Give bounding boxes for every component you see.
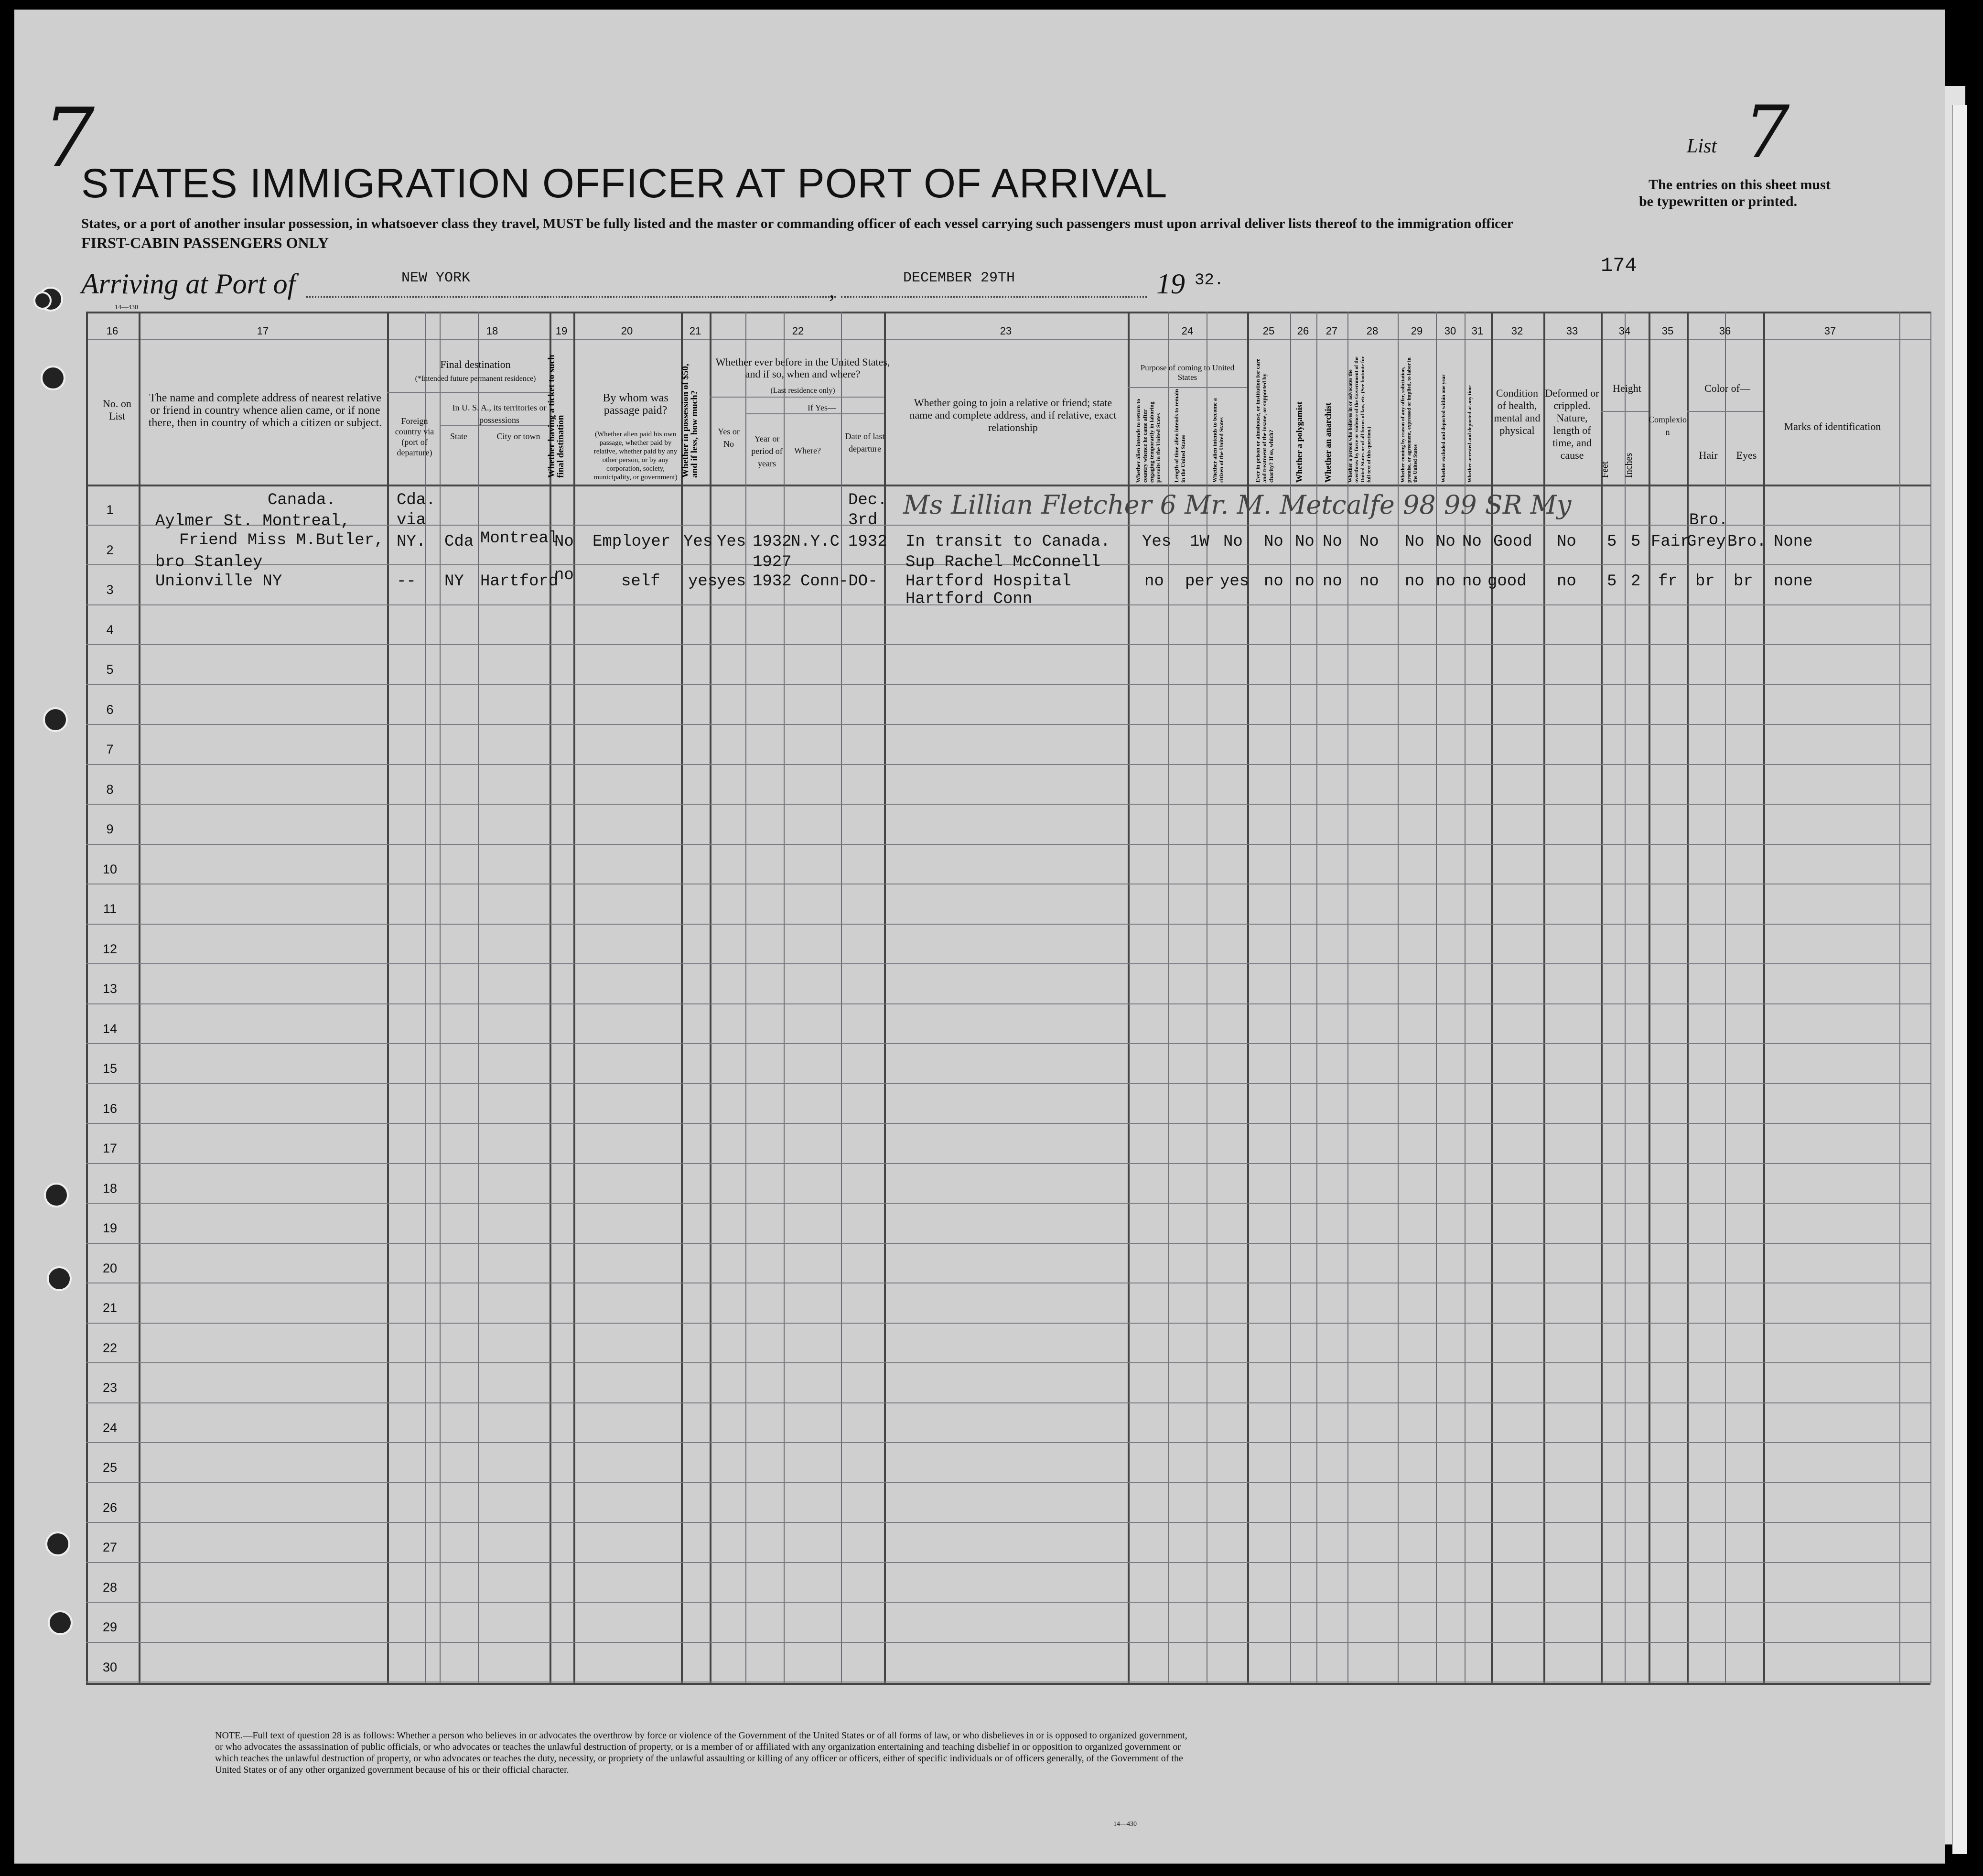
row2-year-top: 1927	[753, 553, 792, 571]
row-divider	[86, 1562, 1930, 1563]
row2-purpose-c: yes	[1220, 572, 1250, 591]
column-divider	[841, 312, 842, 1683]
row-divider	[86, 1323, 1930, 1324]
row2-date: -DO-	[839, 572, 878, 591]
header-complexion: Complexion	[1649, 415, 1687, 437]
row-number: 25	[102, 1460, 118, 1475]
column-number: 18	[486, 325, 498, 337]
row-number: 29	[102, 1620, 118, 1634]
form-subtitle: States, or a port of another insular possession, in whatsoever class they travel, MUST be fully listed and the master or commanding officer of each vessel carrying such passengers must upon arrival deliver lists thereof to the immigration officer	[81, 216, 1513, 231]
header-purpose-a: Whether alien intends to return to country whence he came after engaging temporarily in laboring pursuits in the United States	[1135, 399, 1162, 483]
column-divider	[1601, 312, 1603, 1683]
row1-relative-country: Canada.	[268, 491, 336, 509]
column-divider	[86, 312, 88, 1683]
column-number: 24	[1181, 325, 1194, 337]
column-number: 37	[1824, 325, 1836, 337]
row1-c28: No	[1359, 533, 1379, 551]
row2-c31: no	[1462, 572, 1482, 591]
row1-c29: No	[1405, 533, 1424, 551]
row1-where: N.Y.C	[791, 533, 840, 551]
row1-city: Montreal	[480, 529, 559, 548]
header-year: Year or period of years	[751, 434, 783, 468]
row2-year: 1932	[753, 572, 792, 591]
row1-eyes: Bro.	[1727, 533, 1767, 551]
row1-before: Yes	[717, 533, 746, 551]
header-purpose: Purpose of coming to United States	[1140, 363, 1235, 382]
header-excluded: Whether excluded and deported within one year	[1441, 374, 1446, 483]
header-state: State	[450, 431, 467, 441]
row1-feet: 5	[1607, 533, 1617, 551]
row-number: 11	[103, 902, 117, 916]
row2-feet: 5	[1607, 572, 1617, 591]
row1-purpose-c: No	[1223, 533, 1243, 551]
row-divider	[86, 1362, 1930, 1363]
page-number: 174	[1601, 254, 1637, 277]
row-number: 23	[102, 1380, 118, 1395]
row1-purpose-b: 1W	[1190, 533, 1209, 551]
footnote-question-28: NOTE.—Full text of question 28 is as follows: Whether a person who believes in or advocates the overthrow by force or violence of the Government of the United States or of all forms of law, or who disbelieves in or is opposed to organized government, or who advocates the assassination of public officials, or who advocates or teaches the unlawful destruction of property, or is a member of or affiliated with any organization entertaining and teaching disbelief in or opposition to organized government or which teaches the unlawful destruction of property, or who advocates or teaches the duty, necessity, or propriety of the unlawful assaulting or killing of any officer or officers, either of specific individuals or of officers generally, of the Government of the United States or of any other organized government because of his or their official character.	[215, 1730, 1187, 1775]
column-number: 20	[621, 325, 633, 337]
row-divider	[86, 1482, 1930, 1483]
column-number: 23	[1000, 325, 1012, 337]
row-number: 24	[102, 1420, 118, 1435]
header-purpose-b: Length of time alien intends to remain in the United States	[1173, 389, 1186, 483]
header-join-relative: Whether going to join a relative or friend; state name and complete address, and if relative, exact relationship	[909, 397, 1117, 433]
port-dotted-line	[306, 296, 836, 298]
row1-state: Cda	[444, 533, 474, 551]
row-divider	[86, 724, 1930, 725]
row-number: 7	[106, 742, 114, 756]
row-divider	[86, 525, 1930, 526]
row2-inches: 2	[1631, 572, 1641, 591]
row2-c30: no	[1436, 572, 1455, 591]
header-feet: Feet	[1600, 461, 1610, 478]
row-number: 20	[102, 1261, 118, 1275]
row-divider	[86, 1083, 1930, 1084]
row-number: 1	[106, 503, 114, 517]
instruction-2: be typewritten or printed.	[1639, 194, 1798, 209]
column-divider	[745, 312, 746, 1683]
row1-c25: No	[1264, 533, 1283, 551]
row-number: 16	[102, 1101, 118, 1116]
header-arrested: Whether arrested and deported at any time	[1467, 385, 1473, 483]
row2-money: yes	[688, 572, 718, 591]
header-ticket: Whether having a ticket to such final destination	[547, 355, 566, 478]
row-number: 6	[106, 702, 114, 717]
row-number: 27	[102, 1540, 118, 1554]
row2-relative-address: Unionville NY	[155, 572, 282, 591]
row2-paid-by: self	[621, 572, 660, 591]
row2-hair: br	[1695, 572, 1715, 591]
row-divider	[86, 844, 1930, 845]
footer-code: 14—430	[1113, 1821, 1137, 1828]
row1-purpose-a: Yes	[1142, 533, 1172, 551]
row2-join-place: Hartford Hospital	[905, 572, 1071, 591]
row2-state: NY	[444, 572, 464, 591]
row1-relative-address: Aylmer St. Montreal,	[155, 512, 351, 530]
row1-date-top: Dec.	[848, 491, 887, 509]
arriving-label: Arriving at Port of	[81, 268, 296, 300]
column-divider	[573, 312, 575, 1683]
column-divider	[478, 312, 479, 1683]
column-number: 26	[1297, 325, 1309, 337]
row-number: 22	[102, 1340, 118, 1355]
row-divider	[86, 764, 1930, 765]
row2-c29: no	[1405, 572, 1424, 591]
punch-hole	[44, 1183, 69, 1208]
row2-c25: no	[1264, 572, 1283, 591]
row1-health: Good	[1493, 533, 1532, 551]
row1-date: 1932	[848, 533, 887, 551]
header-eyes: Eyes	[1736, 449, 1757, 461]
table-top-border	[86, 312, 1930, 313]
row1-c30: No	[1436, 533, 1455, 551]
row2-join-city: Hartford Conn	[905, 590, 1033, 608]
column-divider	[1899, 312, 1900, 1683]
header-relative: The name and complete address of nearest relative or friend in country whence alien came, or if none there, then in country of which a citizen or subject.	[148, 392, 382, 429]
punch-hole	[48, 1610, 73, 1635]
handwritten-annotation: Ms Lillian Fletcher 6 Mr. M. Metcalfe 98 99 SR My	[903, 490, 1572, 520]
row-number: 17	[102, 1141, 118, 1155]
row2-health: good	[1487, 572, 1527, 591]
instruction-1: The entries on this sheet must	[1649, 177, 1831, 193]
row2-join-name: Sup Rachel McConnell	[905, 553, 1101, 571]
table-bottom-border	[86, 1683, 1930, 1685]
row-number: 12	[102, 941, 118, 956]
row-divider	[86, 924, 1930, 925]
row1-year: 1932	[753, 533, 792, 551]
header-before-in-us: Whether ever before in the United States, and if so, when and where?	[715, 356, 890, 380]
column-number: 25	[1262, 325, 1275, 337]
column-number: 33	[1566, 325, 1578, 337]
row-divider	[86, 1043, 1930, 1044]
punch-hole	[45, 1531, 70, 1556]
header-deformed: Deformed or crippled. Nature, length of time, and cause	[1545, 387, 1599, 461]
header-foreign-country: Foreign country via (port of departure)	[395, 416, 434, 457]
row2-purpose-b: per	[1185, 572, 1215, 591]
row-number: 15	[102, 1061, 118, 1076]
header-subdivider	[1687, 411, 1763, 412]
punch-hole	[47, 1266, 72, 1291]
year-suffix: 32.	[1195, 271, 1224, 290]
list-label: List	[1687, 135, 1717, 157]
row-number: 26	[102, 1500, 118, 1515]
row-divider	[86, 1442, 1930, 1443]
row2-complexion: fr	[1658, 572, 1678, 591]
row-number: 2	[106, 542, 114, 557]
header-health: Condition of health, mental and physical	[1494, 387, 1541, 436]
column-divider	[1930, 312, 1931, 1683]
header-final-destination-note: (*Intended future permanent residence)	[415, 375, 536, 383]
row-divider	[86, 1203, 1930, 1204]
column-number-border	[86, 339, 1930, 340]
port-value: NEW YORK	[401, 270, 471, 286]
row2-relative-name: bro Stanley	[155, 553, 263, 571]
row2-ticket: no	[554, 566, 574, 584]
row2-deformed: no	[1557, 572, 1576, 591]
header-subdivider	[1601, 411, 1649, 412]
row1-c27: No	[1323, 533, 1342, 551]
row1-paid-by: Employer	[593, 533, 671, 551]
column-number: 21	[689, 325, 701, 337]
row-number: 14	[102, 1021, 118, 1036]
column-divider	[784, 312, 785, 1683]
header-paid-by-note: (Whether alien paid his own passage, whether paid by relative, whether paid by any other person, or by any corporation, society, municipality, or government)	[593, 431, 678, 481]
punch-hole	[33, 291, 52, 310]
header-money: Whether in possession of $50, and if less, how much?	[680, 364, 700, 478]
form-title: STATES IMMIGRATION OFFICER AT PORT OF ARRIVAL	[81, 161, 1168, 206]
row-divider	[86, 1402, 1930, 1403]
row2-foreign: --	[397, 572, 416, 591]
row2-c26: no	[1295, 572, 1315, 591]
row-divider	[86, 644, 1930, 645]
header-polygamist: Whether a polygamist	[1294, 401, 1304, 483]
column-divider	[1687, 312, 1689, 1683]
row-number: 10	[102, 862, 118, 876]
row-divider	[86, 1243, 1930, 1244]
date-dotted-line	[841, 296, 1147, 298]
list-number: 7	[1744, 91, 1790, 174]
header-no-on-list: No. on List	[103, 398, 131, 422]
row-number: 8	[106, 782, 114, 797]
header-height: Height	[1613, 382, 1641, 394]
header-final-destination: Final destination	[440, 358, 511, 370]
row1-join: In transit to Canada.	[905, 533, 1110, 551]
column-divider	[681, 312, 683, 1683]
header-before-note: (Last residence only)	[770, 387, 835, 395]
row-number: 5	[106, 662, 114, 677]
punch-hole	[41, 366, 65, 390]
header-bottom-border	[86, 485, 1930, 486]
header-hair: Hair	[1699, 449, 1718, 461]
row1-foreign-top: Cda.	[397, 491, 436, 509]
header-prison: Ever in prison or almshouse, or institution for care and treatment of the insane, or supported by charity? If so, which?	[1254, 358, 1274, 483]
year-prefix: 19	[1156, 268, 1185, 300]
row1-inches: 5	[1631, 533, 1641, 551]
column-number: 17	[257, 325, 269, 337]
row2-c28: no	[1359, 572, 1379, 591]
row1-complexion: Fair	[1651, 533, 1690, 551]
column-divider	[884, 312, 886, 1683]
row-number: 21	[102, 1301, 118, 1315]
row-divider	[86, 1642, 1930, 1643]
header-where: Where?	[794, 446, 821, 455]
column-number: 28	[1366, 325, 1379, 337]
column-number: 35	[1661, 325, 1674, 337]
row1-relative-name: Friend Miss M.Butler,	[179, 531, 384, 550]
manifest-page	[14, 10, 1945, 1864]
column-number: 30	[1444, 325, 1456, 337]
row1-foreign-mid: via	[397, 511, 426, 529]
row1-c31: No	[1462, 533, 1482, 551]
row-divider	[86, 1003, 1930, 1004]
column-number: 36	[1719, 325, 1731, 337]
row-divider	[86, 1602, 1930, 1603]
paper-edge-back	[1952, 105, 1967, 1854]
header-yes-no: Yes or No	[718, 427, 740, 449]
row-number: 30	[102, 1660, 118, 1674]
row2-c27: no	[1323, 572, 1342, 591]
header-paid-by: By whom was passage paid?	[603, 392, 668, 417]
row1-marks: None	[1774, 533, 1813, 551]
header-color: Color of—	[1704, 382, 1750, 394]
row2-city: Hartford	[480, 572, 559, 591]
row-divider	[86, 963, 1930, 964]
row-number: 9	[106, 822, 114, 836]
header-overthrow: Whether a person who believes in or advocates the overthrow by force or violence of the Government of the United States or of all forms of law, etc. (See footnote for full text of this question.)	[1347, 356, 1372, 483]
comma: ,	[829, 278, 835, 303]
column-number: 31	[1471, 325, 1484, 337]
header-city: City or town	[496, 431, 540, 441]
row-number: 3	[106, 582, 114, 597]
header-date-departure: Date of last departure	[845, 431, 885, 453]
row-number: 19	[102, 1221, 118, 1235]
row2-marks: none	[1774, 572, 1813, 591]
punch-hole	[43, 707, 68, 732]
row1-date-mid: 3rd	[848, 511, 878, 529]
header-anarchist: Whether an anarchist	[1323, 402, 1333, 483]
row2-before: yes	[717, 572, 746, 591]
column-number: 34	[1618, 325, 1631, 337]
row-number: 4	[106, 622, 114, 637]
header-usa: In U. S. A., its territories or possessions	[452, 403, 547, 425]
header-if-yes: If Yes—	[807, 403, 836, 412]
header-purpose-c: Whether alien intends to become a citizen of the United States	[1211, 398, 1225, 483]
row-divider	[86, 804, 1930, 805]
column-divider	[1625, 312, 1626, 1683]
date-value: DECEMBER 29TH	[903, 270, 1015, 286]
column-divider	[710, 312, 711, 1683]
form-code: 14—430	[115, 304, 138, 311]
row1-ticket: No	[554, 533, 574, 551]
row-number: 28	[102, 1580, 118, 1595]
column-number: 22	[792, 325, 804, 337]
row2-where: Conn	[800, 572, 840, 591]
row1-hair-top: Bro.	[1689, 511, 1728, 529]
header-marks: Marks of identification	[1784, 420, 1881, 432]
header-subdivider	[387, 392, 550, 393]
row-divider	[86, 1522, 1930, 1523]
column-divider	[387, 312, 389, 1683]
column-number: 27	[1326, 325, 1338, 337]
header-labor-offer: Whether coming by reason of any offer, solicitation, promise, or agreement, expressed or implied, to labor in the United States	[1400, 357, 1418, 483]
header-inches: Inches	[1624, 453, 1634, 478]
row-divider	[86, 1123, 1930, 1124]
row-number: 18	[102, 1181, 118, 1196]
row2-purpose-a: no	[1144, 572, 1164, 591]
row1-money: Yes	[683, 533, 713, 551]
column-number: 16	[106, 325, 119, 337]
row1-c26: No	[1295, 533, 1315, 551]
corner-number: 7	[43, 91, 95, 185]
column-divider	[139, 312, 140, 1683]
column-number: 19	[555, 325, 568, 337]
row-number: 13	[102, 981, 118, 996]
column-divider	[550, 312, 551, 1683]
column-divider	[1763, 312, 1765, 1683]
row-divider	[86, 684, 1930, 685]
row1-hair: Grey	[1687, 533, 1726, 551]
row2-eyes: br	[1734, 572, 1753, 591]
form-subtitle-2: FIRST-CABIN PASSENGERS ONLY	[81, 234, 329, 251]
column-divider	[1649, 312, 1650, 1683]
row1-foreign: NY.	[397, 533, 426, 551]
column-number: 29	[1411, 325, 1423, 337]
row1-deformed: No	[1557, 533, 1576, 551]
column-number: 32	[1511, 325, 1523, 337]
column-divider	[440, 312, 441, 1683]
row-divider	[86, 1163, 1930, 1164]
